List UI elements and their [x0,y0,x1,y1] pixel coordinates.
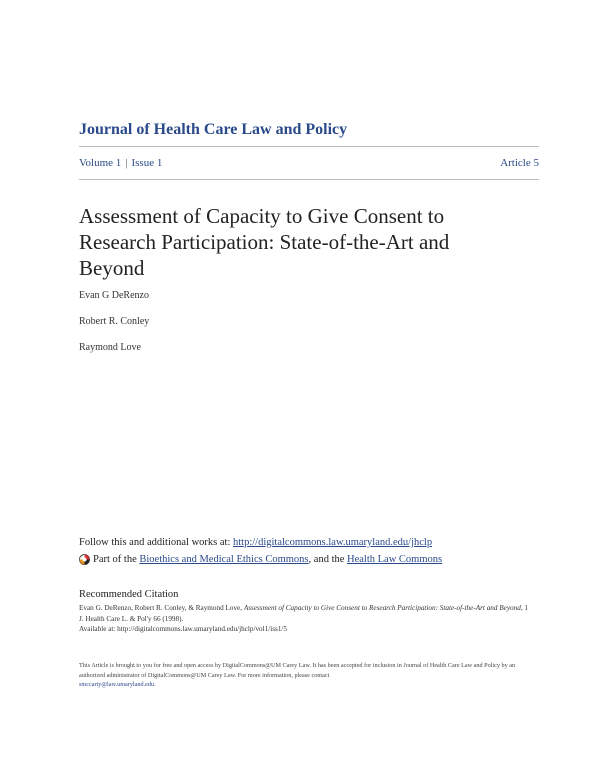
footer-notice [79,661,529,690]
citation-authors: Evan G. DeRenzo, Robert R. Conley, & Raymond Love, [79,604,244,612]
footer-end: . [154,681,156,688]
volume-separator: | [125,157,128,169]
footer-text: This Article is brought to you for free and open access by DigitalCommons@UM Carey Law. It has been accepted for inclusion in Journal of Health Care Law and Policy by an authorized administrator of DigitalCommons@UM Carey Law. For more information, please contact [79,662,516,679]
bioethics-commons-link[interactable]: Bioethics and Medical Ethics Commons [139,554,309,565]
author-2: Robert R. Conley [79,316,150,327]
article-number-link[interactable]: Article 5 [500,157,539,169]
contact-email-link[interactable]: smccarty@law.umaryland.edu [79,681,155,688]
author-3: Raymond Love [79,342,141,353]
part-prefix: Part of the [93,554,140,565]
divider-top [79,146,539,147]
issue-link[interactable]: Issue 1 [131,157,163,169]
citation-available-at: Available at: http://digitalcommons.law.umaryland.edu/jhclp/vol1/iss1/5 [79,625,288,633]
volume-issue [79,157,162,169]
journal-title[interactable]: Journal of Health Care Law and Policy [79,121,348,138]
network-commons-icon [79,554,90,565]
follow-prefix: Follow this and additional works at: [79,537,233,548]
follow-line [79,537,432,548]
author-1: Evan G DeRenzo [79,290,149,301]
citation-source: , 1 J. Health Care L. & Pol'y 66 (1998). [79,604,529,623]
volume-link[interactable]: Volume 1 [79,157,122,169]
collection-url-link[interactable]: http://digitalcommons.law.umaryland.edu/jhclp [233,537,433,548]
divider-bottom [79,179,539,180]
article-title: Assessment of Capacity to Give Consent to Research Participation: State-of-the-Art and Beyond [79,204,450,280]
citation-text [79,603,529,635]
part-middle: , and the [308,554,348,565]
recommended-citation-heading: Recommended Citation [79,589,179,600]
part-of-line [79,554,442,565]
health-law-commons-link[interactable]: Health Law Commons [347,554,443,565]
citation-title: Assessment of Capacity to Give Consent to Research Participation: State-of-the-Art and Beyond [243,604,521,612]
